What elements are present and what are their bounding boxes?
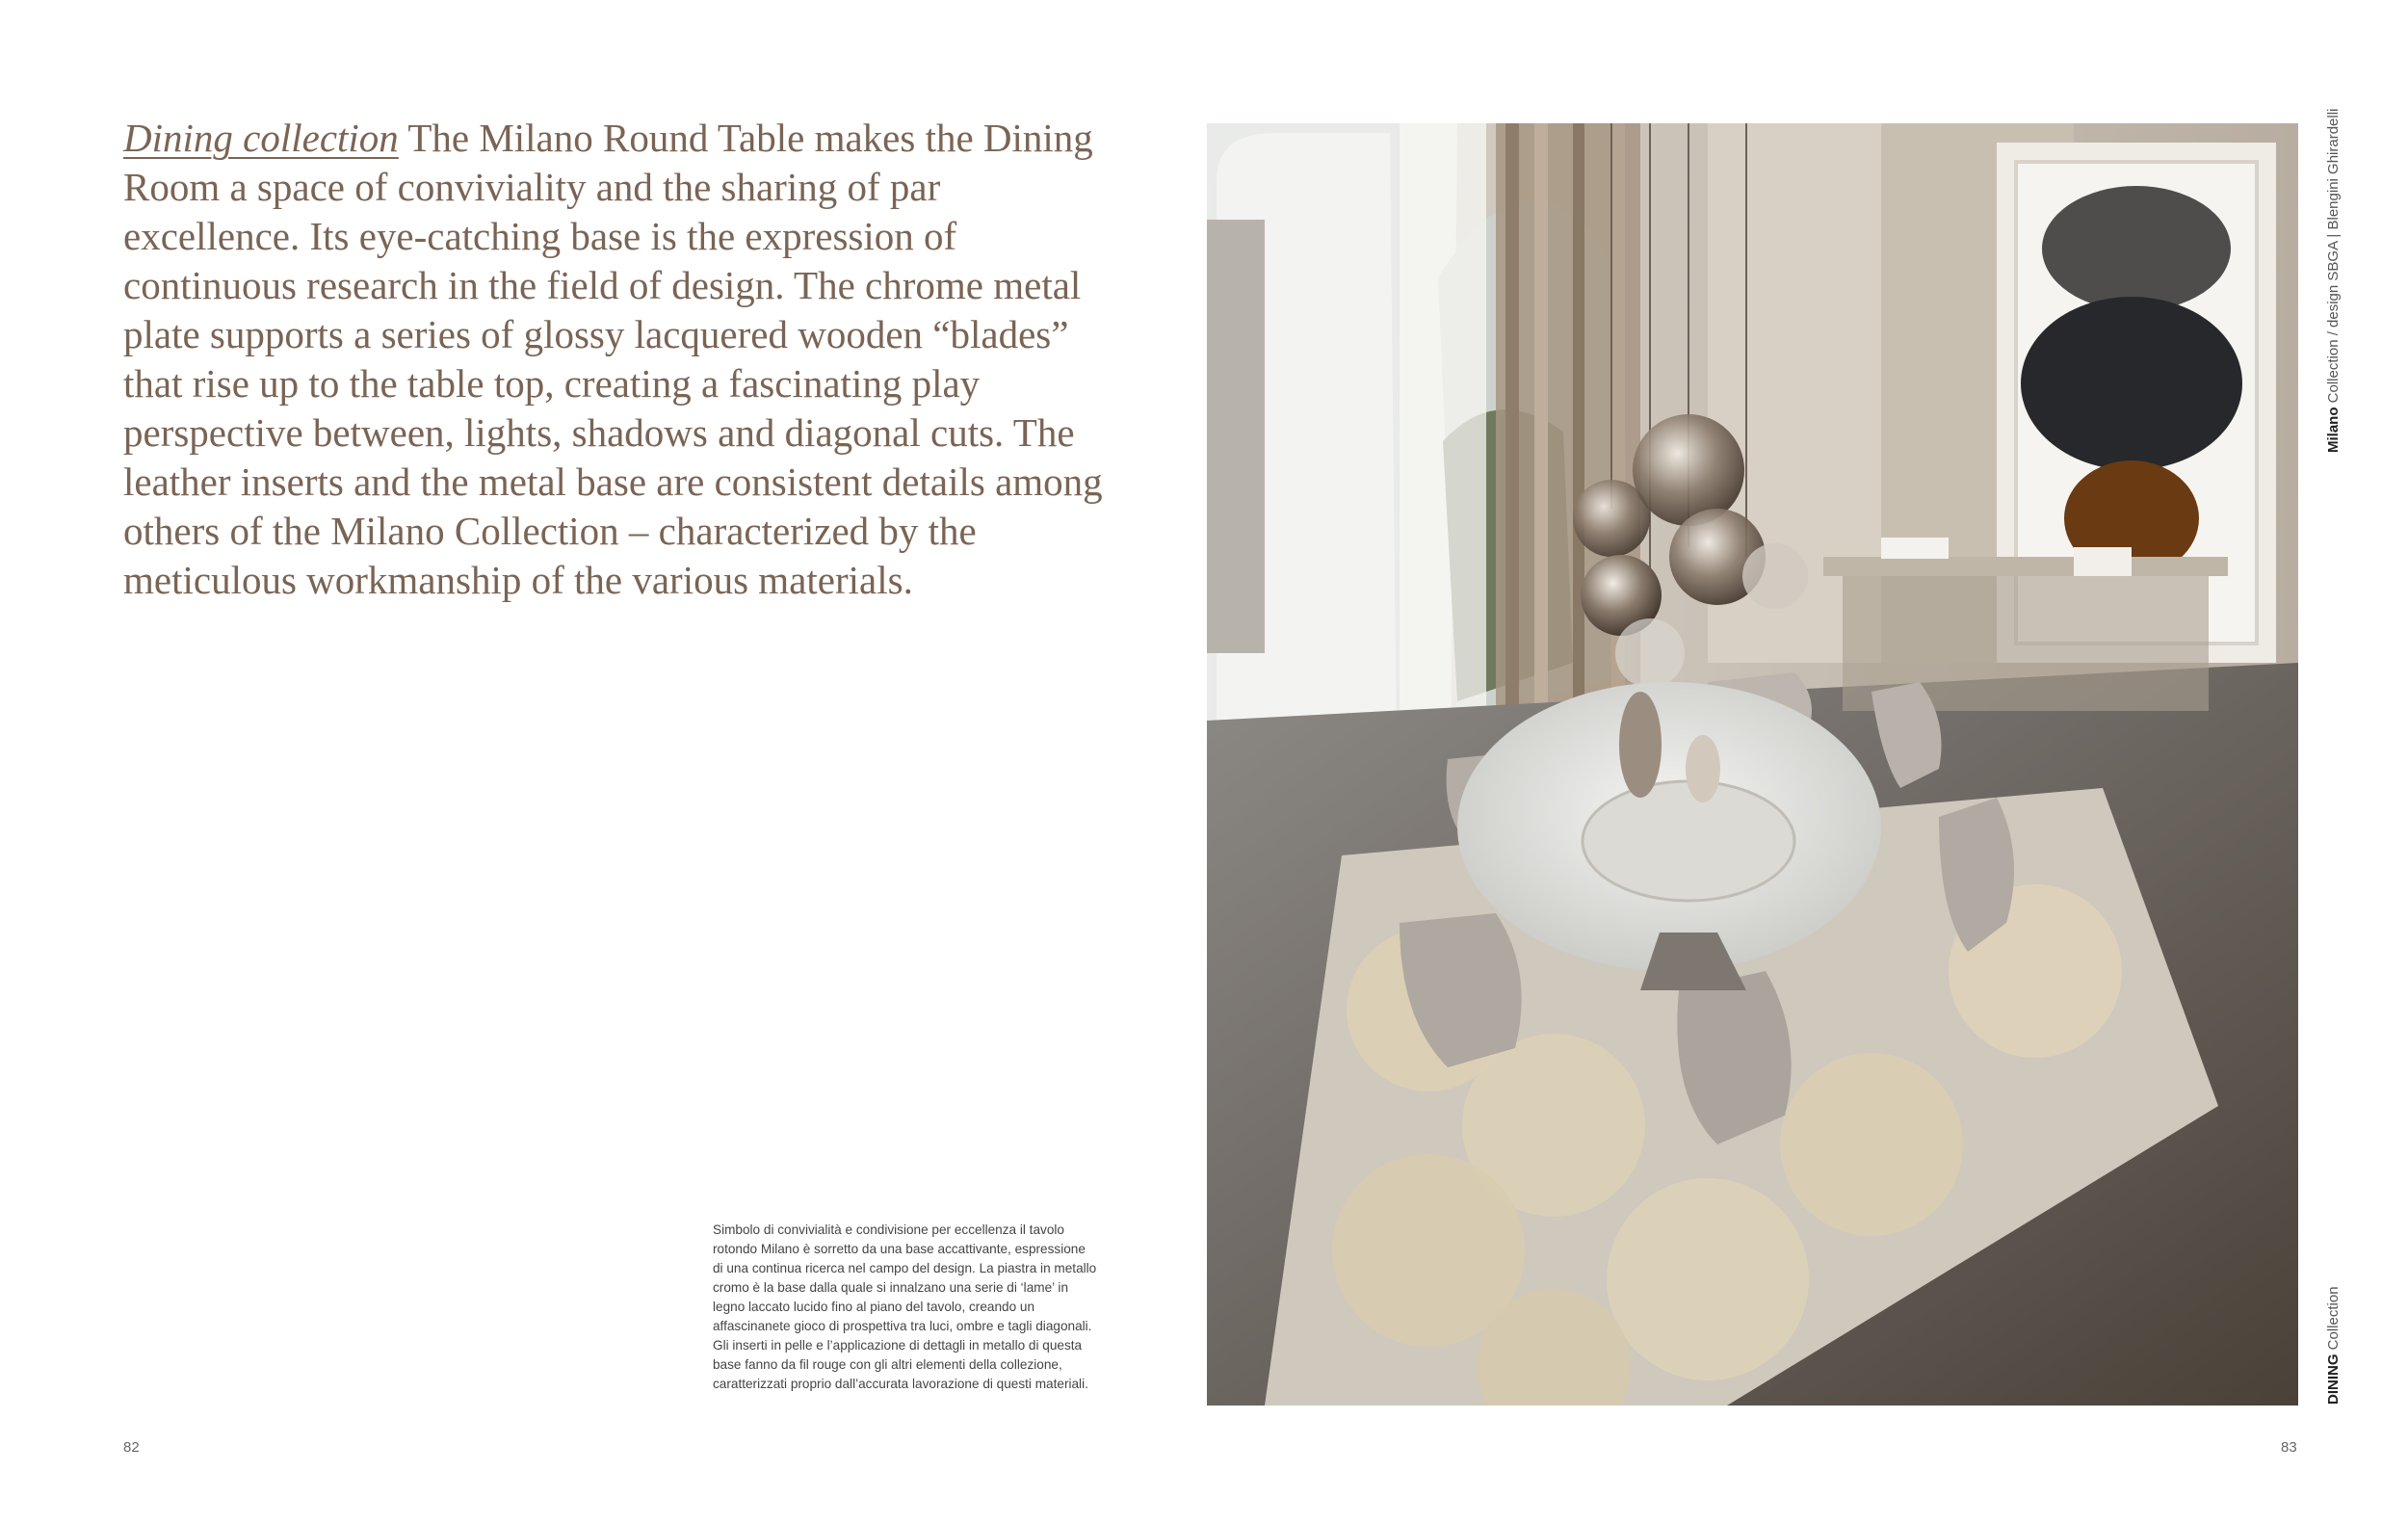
lead-body: The Milano Round Table makes the Dining Room a space of conviviality and the sharing of par excellence. Its eye-catching base is the expression of continuous research in the field of design. The chrome metal plate supports a series of glossy lacquered wooden “blades” that rise up to the table top, creating a fascinating play perspective between, lights, shadows and diagonal cuts. The leather inserts and the metal base are consistent details among others of the Milano Collection – characterized by the meticulous workmanship of the various materials. <box>123 116 1103 602</box>
page-number-right: 83 <box>2281 1439 2297 1456</box>
dining-room-photo <box>1207 123 2298 1406</box>
italian-caption: Simbolo di convivialità e condivisione per eccellenza il tavolo rotondo Milano è sorretto da una base accattivante, espressione di una continua ricerca nel campo del design. La piastra in metallo cromo è la base dalla quale si innalzano una serie di ‘lame’ in legno laccato lucido fino al piano del tavolo, creando un affascinanete gioco di prospettiva tra luci, ombre e tagli diagonali. Gli inserti in pelle e l’applicazione di dettagli in metallo di questa base fanno da fil rouge con gli altri elementi della collezione, caratterizzati proprio dall’accurata lavorazione di questi materiali. <box>713 1222 1097 1391</box>
lead-paragraph <box>123 114 1106 605</box>
section-label <box>2325 1286 2342 1405</box>
credit-brand: Milano <box>2325 407 2342 453</box>
photo-credit <box>2325 109 2342 453</box>
section-label-bold: DINING <box>2325 1353 2342 1405</box>
section-label-text: Collection <box>2325 1286 2342 1354</box>
credit-text: Collection / design SBGA | Blengini Ghirardelli <box>2325 108 2342 407</box>
lead-kicker: Dining collection <box>123 116 399 160</box>
page-number-left: 82 <box>123 1439 140 1456</box>
dining-room-illustration <box>1207 123 2298 1406</box>
